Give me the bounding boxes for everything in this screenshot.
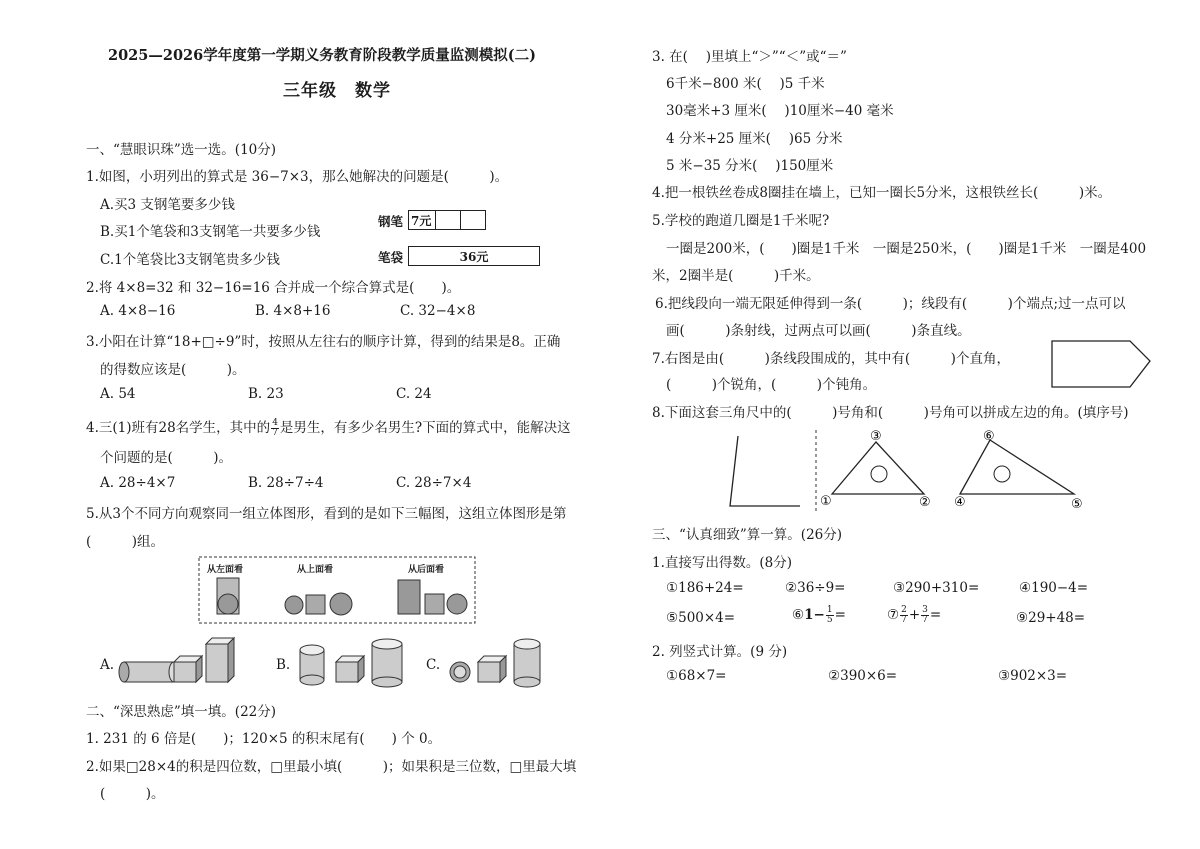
fill-q5: 5.学校的跑道几圈是1千米呢? <box>652 213 830 229</box>
q3-option-c: C. 24 <box>396 386 432 402</box>
fill-q5-line2: 一圈是200米，( )圈是1千米 一圈是250米，( )圈是1千米 一圈是400 <box>666 241 1147 257</box>
q5-option-a-figure <box>118 636 238 688</box>
fill-q5-line3: 米，2圈半是( )千米。 <box>652 268 820 284</box>
angle-5-label: ⑤ <box>1071 497 1083 512</box>
fill-q8: 8.下面这套三角尺中的( )号角和( )号角可以拼成左边的角。(填序号) <box>652 405 1129 421</box>
q3-stem-line1: 3.小阳在计算“18+□÷9”时，按照从左往右的顺序计算，得到的结果是8。正确 <box>86 334 561 350</box>
fill-q1: 1. 231 的 6 倍是( )；120×5 的积末尾有( ) 个 0。 <box>86 731 442 747</box>
calc-5: ⑤500×4= <box>666 610 736 626</box>
pen-price-bar <box>408 210 486 230</box>
q2-stem: 2.将 4×8=32 和 32−16=16 合并成一个综合算式是( )。 <box>86 280 461 296</box>
exam-subtitle: 三年级 数学 <box>283 81 391 101</box>
q2-option-c: C. 32−4×8 <box>400 303 476 319</box>
view-left-label: 从左面看 <box>207 565 244 575</box>
q1-stem: 1.如图，小玥列出的算式是 36−7×3，那么她解决的问题是( )。 <box>86 169 509 185</box>
bag-price-bar <box>408 246 540 266</box>
q3-stem-line2: 的得数应该是( )。 <box>100 362 246 378</box>
fill-q3-d: 5 米−35 分米( )150厘米 <box>666 158 834 174</box>
exam-title: 2025—2026学年度第一学期义务教育阶段教学质量监测模拟(二) <box>108 47 536 64</box>
angle-4-label: ④ <box>954 495 966 510</box>
q5-stem-line1: 5.从3个不同方向观察同一组立体图形，看到的是如下三幅图，这组立体图形是第 <box>86 506 567 522</box>
q3-option-b: B. 23 <box>248 386 284 402</box>
calc-2: ②36÷9= <box>785 580 846 596</box>
fill-q4: 4.把一根铁丝卷成8圈挂在墙上，已知一圈长5分米，这根铁丝长( )米。 <box>652 185 1112 201</box>
fill-q3-c: 4 分米+25 厘米( )65 分米 <box>666 131 843 147</box>
angle-6-label: ⑥ <box>983 429 995 444</box>
pen-price: 7元 <box>411 214 432 228</box>
q4-option-c: C. 28÷7×4 <box>396 475 472 491</box>
q1-option-b: B.买1个笔袋和3支钢笔一共要多少钱 <box>100 224 321 240</box>
fill-q7-line1: 7.右图是由( )条线段围成的，其中有( )个直角， <box>652 351 1010 367</box>
q4-fraction: $\frac{4}{7}$ <box>272 418 278 438</box>
q1-option-c: C.1个笔袋比3支钢笔贵多少钱 <box>100 252 280 268</box>
calc-3: ③290+310= <box>893 580 980 596</box>
q5-option-c-label: C. <box>426 657 441 673</box>
q2-option-b: B. 4×8+16 <box>255 303 331 319</box>
section-3-heading: 三、“认真细致”算一算。(26分) <box>652 527 843 543</box>
vertical-calc-3: ③902×3= <box>998 668 1068 684</box>
calc-6: ⑥1− $\frac{1}{5}$ = <box>792 605 846 625</box>
section-2-heading: 二、“深思熟虑”填一填。(22分) <box>86 704 277 720</box>
q3-option-a: A. 54 <box>100 386 136 402</box>
q5-option-b-label: B. <box>276 657 291 673</box>
calc-1: ①186+24= <box>666 580 744 596</box>
view-back-label: 从后面看 <box>408 565 445 575</box>
bag-label: 笔袋 <box>378 250 404 265</box>
fill-q2-line2: ( )。 <box>100 786 165 802</box>
pentagon-figure <box>1048 337 1154 393</box>
fill-q2-line1: 2.如果□28×4的积是四位数，□里最小填( )；如果积是三位数，□里最大填 <box>86 759 577 775</box>
fill-q6-line1: 6.把线段向一端无限延伸得到一条( )；线段有( )个端点;过一点可以 <box>655 296 1126 312</box>
pen-label: 钢笔 <box>378 214 404 229</box>
section-1-heading: 一、“慧眼识珠”选一选。(10分) <box>86 142 277 158</box>
view-top-label: 从上面看 <box>297 565 334 575</box>
fill-q3-b: 30毫米+3 厘米( )10厘米−40 毫米 <box>666 103 894 119</box>
calc-8: ⑨29+48= <box>1016 610 1086 626</box>
angle-1-label: ① <box>820 494 832 509</box>
calc-4: ④190−4= <box>1019 580 1089 596</box>
angle-2-label: ② <box>919 495 931 510</box>
fill-q6-line2: 画( )条射线，过两点可以画( )条直线。 <box>666 323 971 339</box>
calc-q2-heading: 2. 列竖式计算。(9 分) <box>652 644 788 660</box>
q5-option-a-label: A. <box>100 657 115 673</box>
fill-q7-line2: ( )个锐角，( )个钝角。 <box>666 377 877 393</box>
q2-option-a: A. 4×8−16 <box>100 303 176 319</box>
q4-option-a: A. 28÷4×7 <box>100 475 176 491</box>
triangle-ruler-figure <box>724 426 1096 514</box>
fill-q3: 3. 在( )里填上“＞”“＜”或“＝” <box>652 49 847 65</box>
q5-option-c-figure <box>444 636 546 688</box>
q4-option-b: B. 28÷7÷4 <box>248 475 324 491</box>
q4-stem-line2: 个问题的是( )。 <box>100 450 233 466</box>
calc-7: ⑦ $\frac{2}{7}$ + $\frac{3}{7}$ = <box>887 605 942 625</box>
vertical-calc-2: ②390×6= <box>828 668 898 684</box>
three-views-figure <box>198 556 476 624</box>
q5-stem-line2: ( )组。 <box>86 534 165 550</box>
vertical-calc-1: ①68×7= <box>666 668 727 684</box>
q1-option-a: A.买3 支钢笔要多少钱 <box>100 197 235 213</box>
angle-3-label: ③ <box>870 429 882 444</box>
q5-option-b-figure <box>294 636 416 688</box>
calc-q1-heading: 1.直接写出得数。(8分) <box>652 555 793 571</box>
fill-q3-a: 6千米−800 米( )5 千米 <box>666 76 825 92</box>
q4-stem-line1: 4.三(1)班有28名学生，其中的 $\frac{4}{7}$ 是男生，有多少名男生?下面的算式中，能解决这 <box>86 418 571 438</box>
bag-price: 36元 <box>459 250 489 264</box>
